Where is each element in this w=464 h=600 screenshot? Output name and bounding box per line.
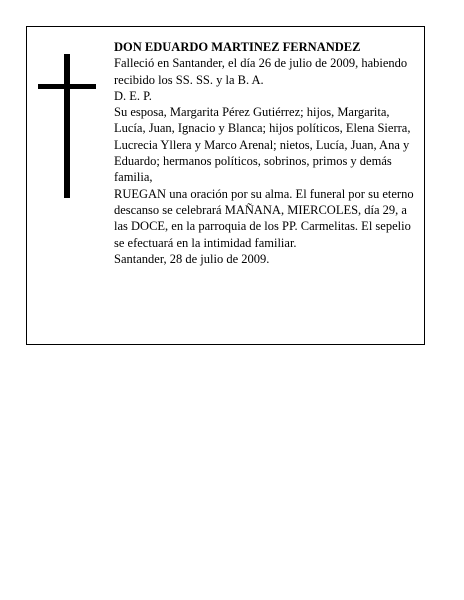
cross-vertical-bar: [64, 54, 70, 198]
place-and-date: Santander, 28 de julio de 2009.: [114, 251, 270, 266]
family-list: Su esposa, Margarita Pérez Gutiérrez; hijos, Margarita, Lucía, Juan, Ignacio y Blanca; hijos políticos, Elena Sierra, Lucrecia Yllera y Marco Arenal; nietos, Lucía, Juan, Ana y Eduardo; hermanos políticos, sobrinos, primos y demás familia,: [114, 105, 411, 185]
latin-cross-icon: [38, 54, 96, 198]
rest-in-peace: D. E. P.: [114, 88, 152, 103]
funeral-details: RUEGAN una oración por su alma. El funeral por su eterno descanso se celebrará MAÑANA, MIERCOLES, día 29, a las DOCE, en la parroquia de los PP. Carmelitas. El sepelio se efectuará en la intimidad familiar.: [114, 186, 414, 250]
death-statement: Falleció en Santander, el día 26 de julio de 2009, habiendo recibido los SS. SS. y la B. A.: [114, 56, 408, 87]
cross-horizontal-bar: [38, 84, 96, 89]
deceased-name: DON EDUARDO MARTINEZ FERNANDEZ: [114, 40, 361, 54]
obituary-text: [114, 39, 418, 267]
